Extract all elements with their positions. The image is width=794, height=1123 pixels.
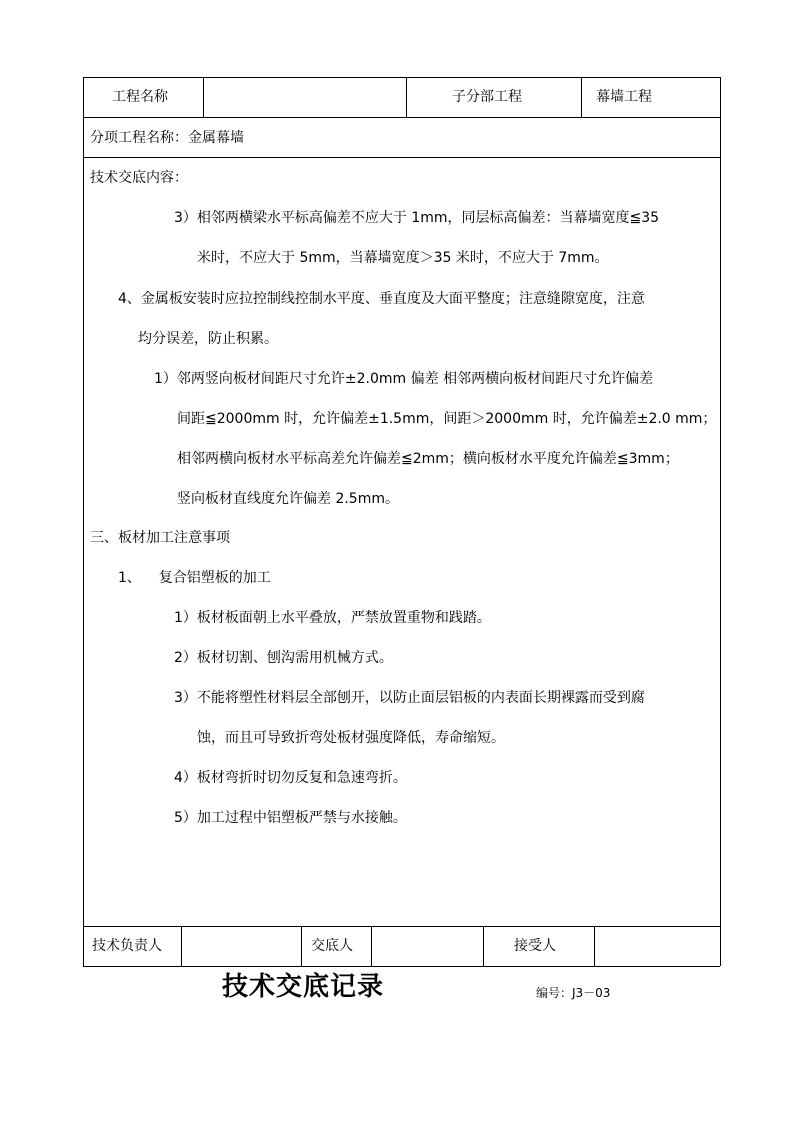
table-divider: [483, 926, 484, 966]
table-border-top: [83, 77, 720, 78]
table-divider: [594, 926, 595, 966]
content-line: 1）板材板面朝上水平叠放，严禁放置重物和践踏。: [174, 610, 491, 626]
content-line: 4）板材弯折时切勿反复和急速弯折。: [174, 770, 407, 786]
item-name: 分项工程名称：金属幕墙: [90, 130, 244, 146]
content-line: 3）不能将塑性材料层全部刨开，以防止面层铝板的内表面长期裸露而受到腐: [174, 690, 645, 706]
section-heading: 三、板材加工注意事项: [90, 530, 230, 546]
table-divider: [581, 77, 582, 117]
content-line: 米时，不应大于 5mm，当幕墙宽度＞35 米时，不应大于 7mm。: [197, 250, 609, 266]
document-number: 编号：J3－03: [536, 986, 611, 1000]
content-line: 相邻两横向板材水平标高差允许偏差≦2mm；横向板材水平度允许偏差≦3mm；: [177, 451, 679, 467]
content-line: 1）邻两竖向板材间距尺寸允许±2.0mm 偏差 相邻两横向板材间距尺寸允许偏差: [154, 371, 654, 387]
document-title: 技术交底记录: [222, 972, 385, 1002]
sub-division-label: 子分部工程: [452, 89, 522, 105]
receiver-label: 接受人: [514, 938, 556, 954]
content-line: 5）加工过程中铝塑板严禁与水接触。: [174, 810, 407, 826]
table-divider: [301, 926, 302, 966]
content-line: 4、金属板安装时应拉控制线控制水平度、垂直度及大面平整度；注意缝隙宽度，注意: [118, 291, 645, 307]
project-name-label: 工程名称: [112, 89, 168, 105]
table-divider: [203, 77, 204, 117]
table-divider: [181, 926, 182, 966]
tech-lead-label: 技术负责人: [92, 938, 162, 954]
table-border-bottom: [83, 966, 720, 967]
table-border-left: [83, 77, 84, 966]
content-line: 蚀，而且可导致折弯处板材强度降低，寿命缩短。: [197, 730, 505, 746]
content-line: 3）相邻两横梁水平标高偏差不应大于 1mm，同层标高偏差：当幕墙宽度≦35: [174, 210, 660, 226]
discloser-label: 交底人: [311, 938, 353, 954]
sub-division-value: 幕墙工程: [596, 89, 652, 105]
content-line: 竖向板材直线度允许偏差 2.5mm。: [177, 491, 399, 507]
table-divider: [83, 926, 720, 927]
table-border-right: [720, 77, 721, 966]
content-line: 间距≦2000mm 时，允许偏差±1.5mm，间距＞2000mm 时，允许偏差±2.0 mm；: [177, 411, 717, 427]
subsection-heading: 1、 复合铝塑板的加工: [118, 570, 271, 586]
table-divider: [83, 157, 720, 158]
table-divider: [406, 77, 407, 117]
table-divider: [83, 117, 720, 118]
content-heading: 技术交底内容：: [90, 170, 188, 186]
content-line: 2）板材切割、刨沟需用机械方式。: [174, 650, 393, 666]
table-divider: [371, 926, 372, 966]
content-line: 均分误差，防止积累。: [138, 331, 278, 347]
